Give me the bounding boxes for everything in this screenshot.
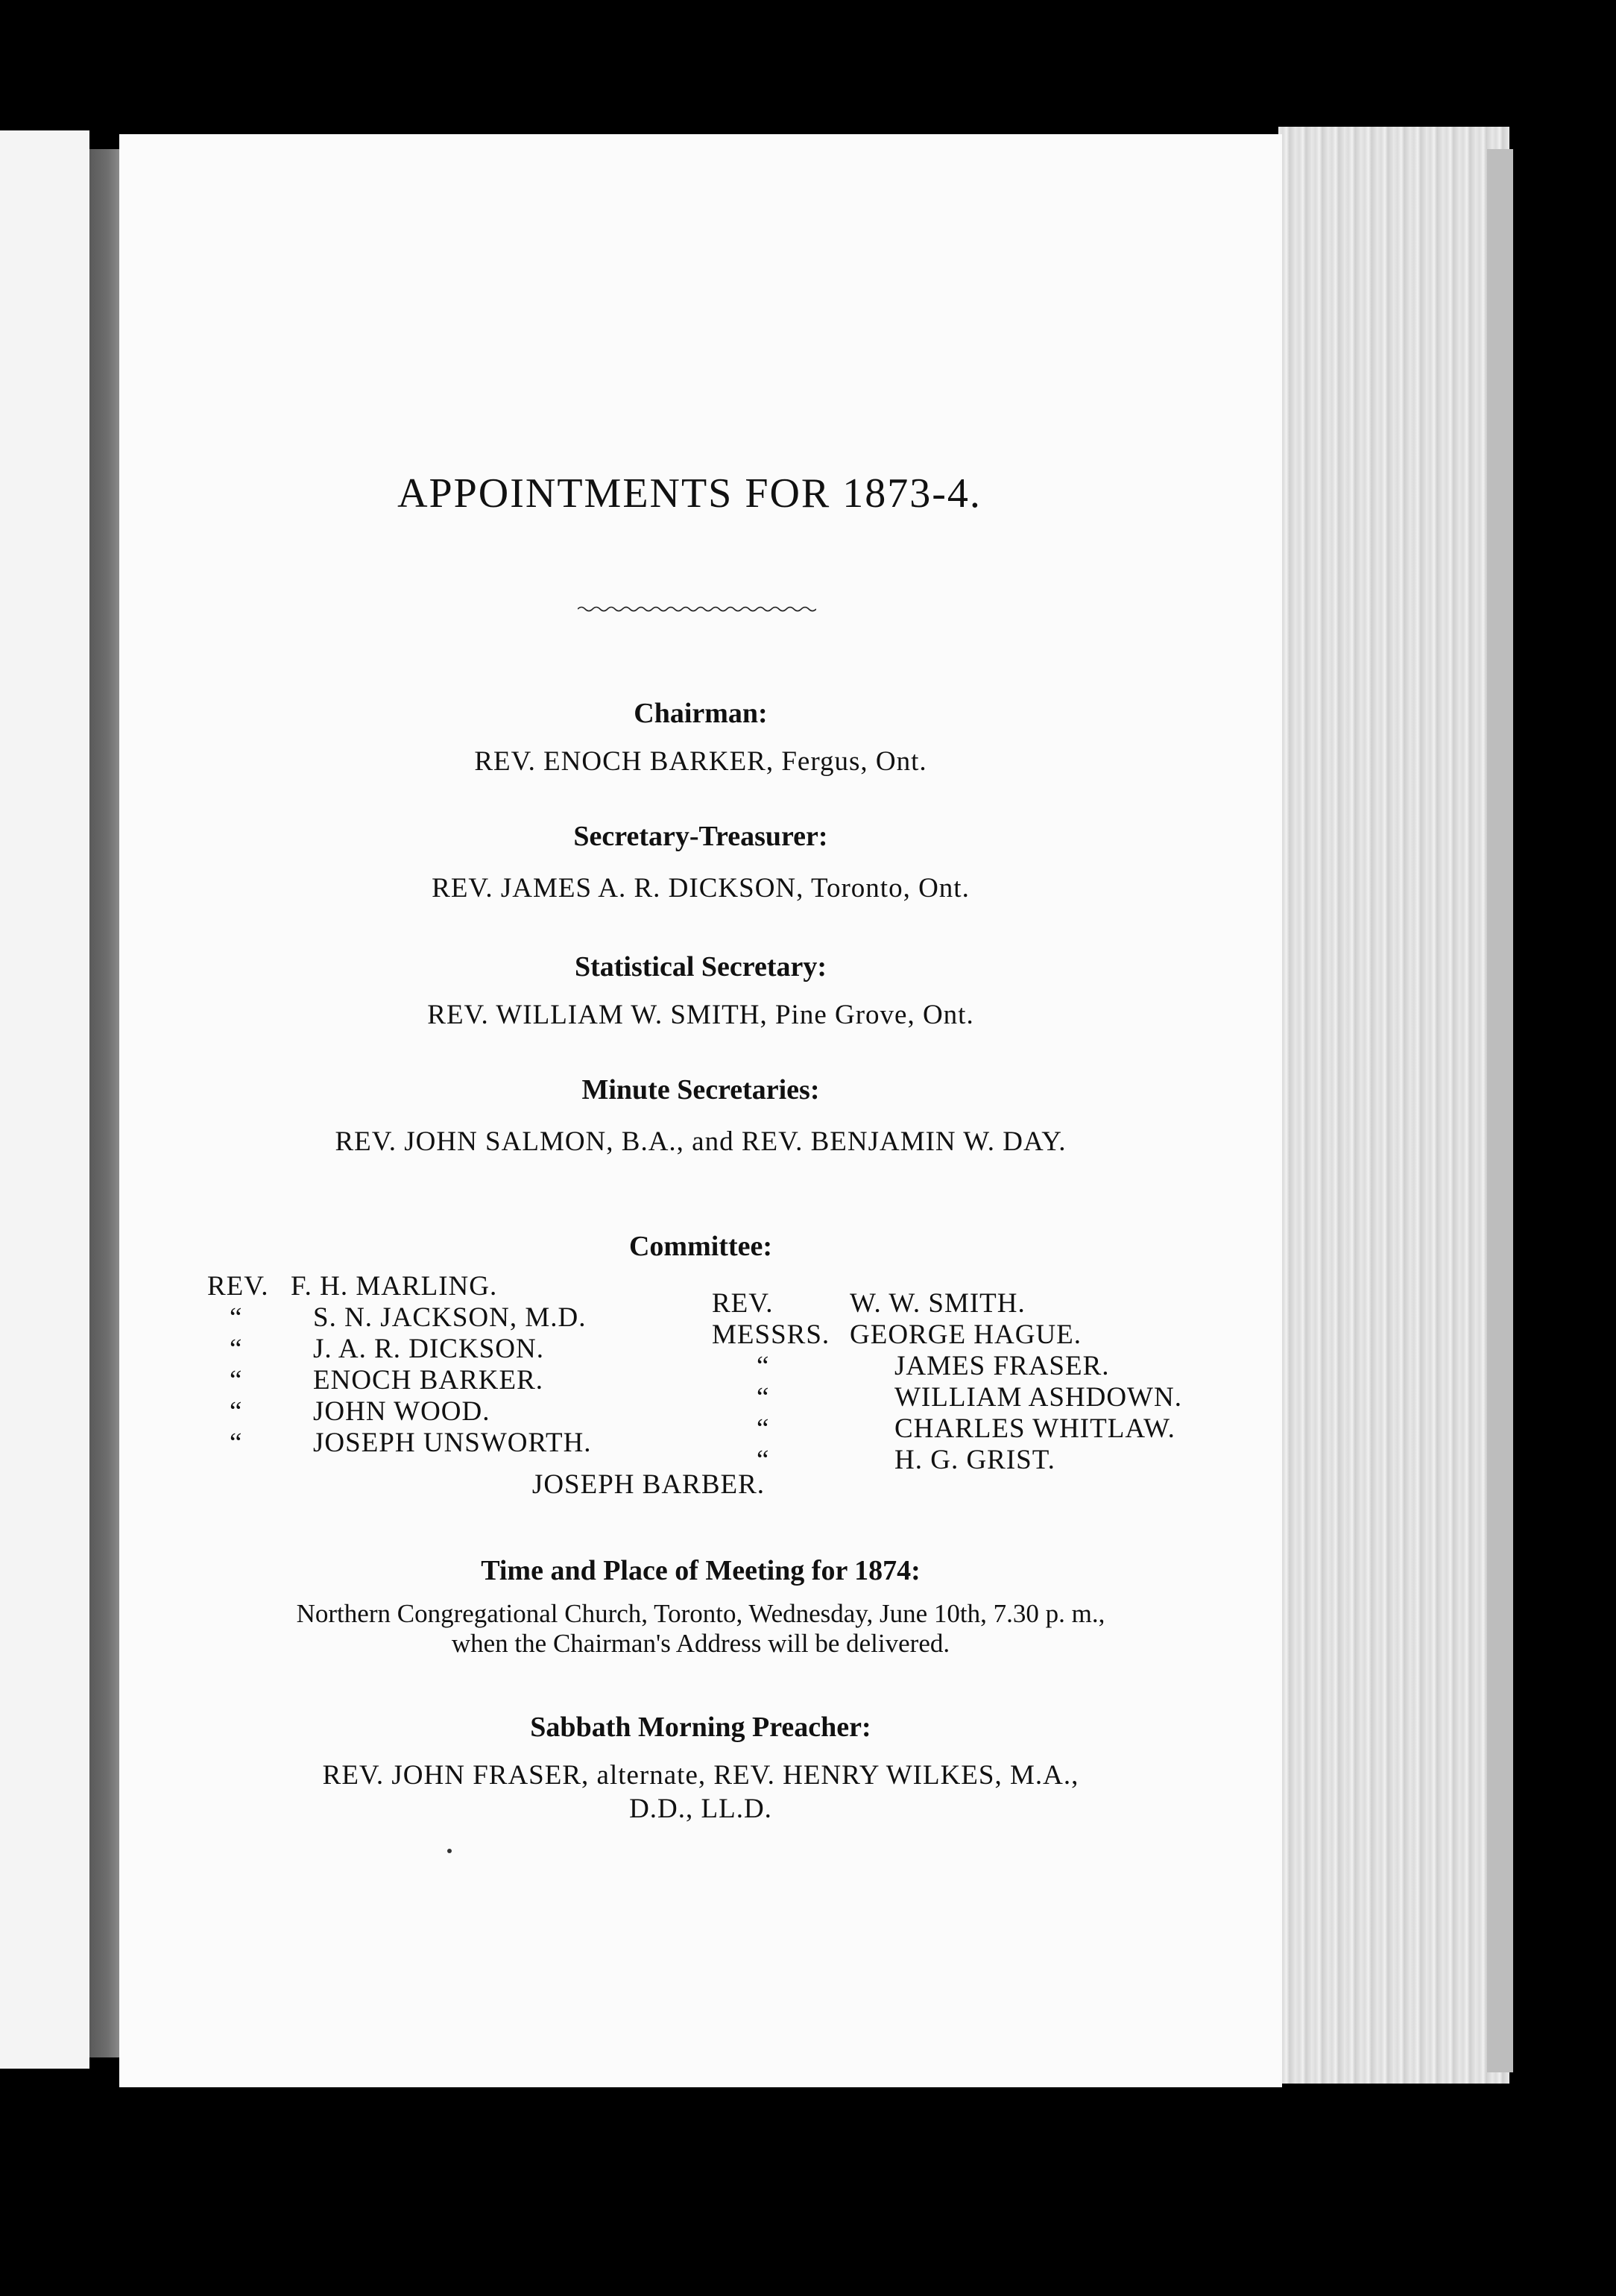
- left-page-edge: [0, 130, 89, 2069]
- list-item: “ JAMES FRASER.: [757, 1351, 1110, 1381]
- minute-secretaries-heading: Minute Secretaries:: [581, 1074, 820, 1106]
- committee-last-member: JOSEPH BARBER.: [531, 1469, 766, 1500]
- list-item: REV. W. W. SMITH.: [712, 1288, 1026, 1319]
- chairman-text: REV. ENOCH BARKER, Fergus, Ont.: [474, 746, 927, 777]
- meeting-line-1: Northern Congregational Church, Toronto, Wednesday, June 10th, 7.30 p. m.,: [296, 1599, 1105, 1628]
- preacher-line-2: D.D., LL.D.: [629, 1794, 772, 1824]
- list-item: “ ENOCH BARKER.: [230, 1365, 544, 1395]
- committee-heading: Committee:: [628, 1231, 772, 1262]
- ink-speck: [447, 1849, 452, 1853]
- committee-messrs-list: [712, 1288, 1182, 1476]
- secretary-treasurer-text: REV. JAMES A. R. DICKSON, Toronto, Ont.: [432, 873, 970, 903]
- meeting-line-2: when the Chairman's Address will be delivered.: [451, 1629, 950, 1658]
- book-gutter: [89, 149, 119, 2057]
- decorative-rule: [578, 604, 816, 614]
- page-stack-edge: [1487, 149, 1513, 2072]
- list-item: “ WILLIAM ASHDOWN.: [757, 1382, 1182, 1413]
- page-stack: [1278, 127, 1509, 2084]
- statistical-secretary-heading: Statistical Secretary:: [574, 951, 827, 983]
- preacher-heading: Sabbath Morning Preacher:: [530, 1712, 871, 1743]
- chairman-heading: Chairman:: [634, 698, 768, 729]
- preacher-line-1: REV. JOHN FRASER, alternate, REV. HENRY WILKES, M.A.,: [322, 1760, 1079, 1791]
- page-title: APPOINTMENTS FOR 1873-4.: [397, 470, 982, 517]
- statistical-secretary-text: REV. WILLIAM W. SMITH, Pine Grove, Ont.: [427, 1000, 974, 1030]
- list-item: “ S. N. JACKSON, M.D.: [230, 1302, 587, 1333]
- committee-rev-list: [207, 1271, 592, 1459]
- meeting-heading: Time and Place of Meeting for 1874:: [481, 1555, 921, 1586]
- secretary-treasurer-heading: Secretary-Treasurer:: [573, 821, 828, 852]
- list-item: REV. F. H. MARLING.: [207, 1271, 498, 1302]
- list-item: “ JOSEPH UNSWORTH.: [230, 1428, 592, 1458]
- book-page: [119, 134, 1282, 2087]
- list-item: “ H. G. GRIST.: [757, 1445, 1055, 1475]
- list-item: “ J. A. R. DICKSON.: [230, 1334, 544, 1364]
- list-item: MESSRS. GEORGE HAGUE.: [712, 1319, 1082, 1350]
- list-item: “ JOHN WOOD.: [230, 1396, 490, 1427]
- minute-secretaries-text: REV. JOHN SALMON, B.A., and REV. BENJAMIN W. DAY.: [335, 1126, 1067, 1157]
- list-item: “ CHARLES WHITLAW.: [757, 1413, 1175, 1444]
